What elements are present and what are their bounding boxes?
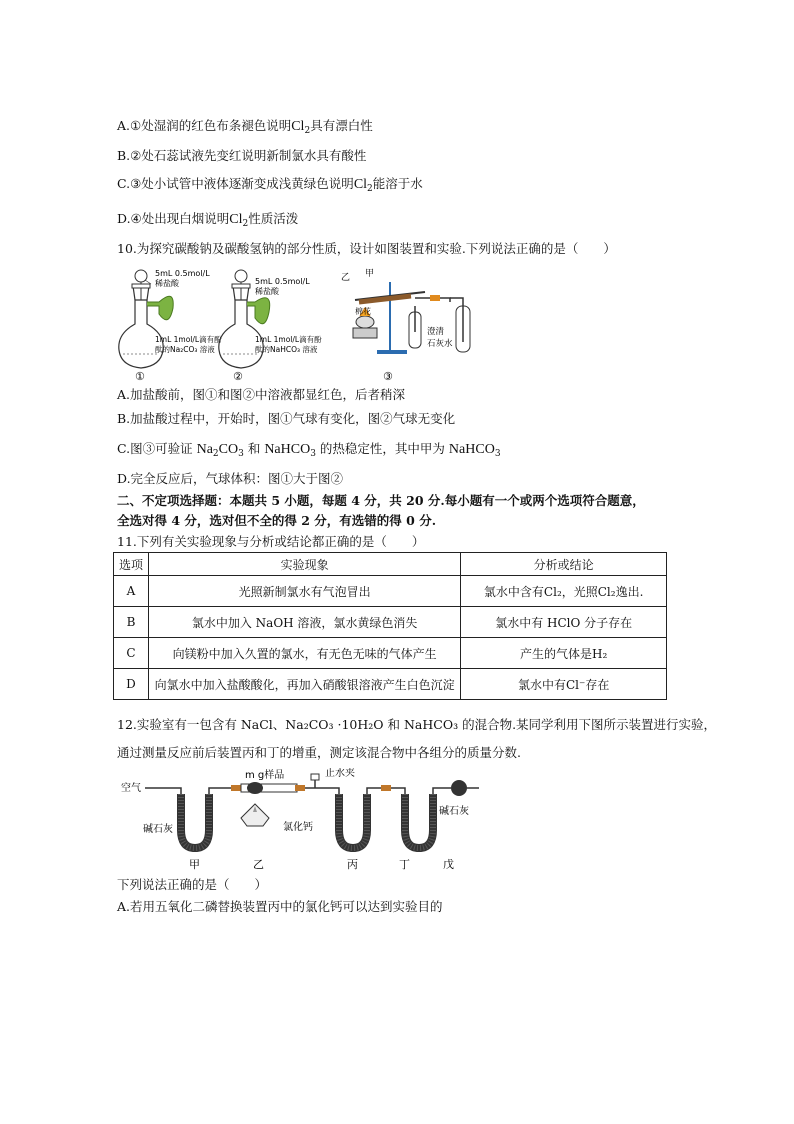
q9-option-c-text: C.③处小试管中液体逐渐变成浅黄绿色说明 bbox=[117, 176, 354, 191]
q9-option-b: B.②处石蕊试液先变红说明新制氯水具有酸性 bbox=[117, 148, 367, 163]
row-conclusion: 氯水中含有Cl₂，光照Cl₂逸出. bbox=[461, 576, 667, 607]
q10-option-c bbox=[117, 440, 501, 463]
subscript: 3 bbox=[238, 449, 244, 459]
q11-table bbox=[113, 552, 667, 700]
apparatus-label-ding: 丁 bbox=[399, 858, 410, 871]
q9-option-d-tail: 性质活泼 bbox=[248, 211, 299, 226]
label-air: 空气 bbox=[121, 783, 141, 794]
row-conclusion: 氯水中有Cl⁻存在 bbox=[461, 669, 667, 700]
table-row bbox=[114, 607, 667, 638]
section-heading-line-2: 全选对得 4 分，选对但不全的得 2 分，有选错的得 0 分. bbox=[117, 513, 437, 528]
section-heading-line-1: 二、不定项选择题：本题共 5 小题，每题 4 分，共 20 分.每小题有一个或两个选项符合题意， bbox=[117, 493, 645, 508]
q9-option-a-text: A.①处湿润的红色布条褪色说明 bbox=[117, 118, 292, 133]
row-option: B bbox=[114, 607, 149, 638]
fig2-solution-label-1: 1mL 1mol/L滴有酚 bbox=[255, 335, 322, 344]
row-phenomenon: 向镁粉中加入久置的氯水，有无色无味的气体产生 bbox=[148, 638, 460, 669]
fig2-number: ② bbox=[233, 370, 243, 383]
label-sodalime-right: 碱石灰 bbox=[439, 806, 469, 817]
subscript: 2 bbox=[367, 184, 373, 194]
label-cacl2: 氯化钙 bbox=[283, 822, 313, 833]
q11-stem: 11.下列有关实验现象与分析或结论都正确的是（ ） bbox=[117, 534, 425, 549]
fig3-number: ③ bbox=[383, 370, 393, 383]
subscript: 2 bbox=[304, 126, 311, 136]
fig3-label-limewater-2: 石灰水 bbox=[427, 339, 453, 349]
fig1-solution-label-1: 1mL 1mol/L滴有酚 bbox=[155, 335, 222, 344]
fig1-solution-label-2: 酞的Na₂CO₃ 溶液 bbox=[155, 345, 215, 354]
label-clamp: 止水夹 bbox=[325, 768, 355, 779]
table-row bbox=[114, 638, 667, 669]
carbonate-formula: CO bbox=[218, 442, 239, 457]
fig2-acid-label-1: 5mL 0.5mol/L bbox=[255, 277, 310, 286]
q12-stem-line-2: 通过测量反应前后装置丙和丁的增重，测定该混合物中各组分的质量分数. bbox=[117, 745, 521, 760]
q10-option-c-text: C.图③可验证 bbox=[117, 441, 193, 456]
q10-option-d: D.完全反应后，气球体积：图①大于图② bbox=[117, 471, 344, 486]
apparatus-label-jia: 甲 bbox=[189, 858, 200, 871]
subscript: 3 bbox=[310, 449, 316, 459]
row-option: A bbox=[114, 576, 149, 607]
table-row bbox=[114, 669, 667, 700]
drying-tube-wu bbox=[451, 780, 479, 796]
row-phenomenon: 氯水中加入 NaOH 溶液，氯水黄绿色消失 bbox=[148, 607, 460, 638]
row-conclusion: 氯水中有 HClO 分子存在 bbox=[461, 607, 667, 638]
sodium-formula: Na bbox=[196, 442, 213, 457]
fig2-acid-label-2: 稀盐酸 bbox=[255, 287, 279, 296]
q12-stem-line-1: 12.实验室有一包含有 NaCl、Na₂CO₃ ·10H₂O 和 NaHCO₃ 的混合物.某同学利用下图所示装置进行实验， bbox=[117, 717, 717, 732]
q9-option-d-text: D.④处出现白烟说明 bbox=[117, 211, 230, 226]
q9-option-a-tail: 具有漂白性 bbox=[310, 118, 373, 133]
header-phenomenon: 实验现象 bbox=[148, 553, 460, 576]
q10-option-a: A.加盐酸前，图①和图②中溶液都显红色，后者稍深 bbox=[117, 387, 406, 402]
row-option: C bbox=[114, 638, 149, 669]
q9-option-c bbox=[117, 175, 423, 198]
heated-tube-yi bbox=[241, 782, 297, 826]
chlorine-formula: Cl bbox=[353, 177, 368, 192]
bicarbonate-formula: NaHCO bbox=[448, 442, 495, 457]
q12-option-a: A.若用五氧化二磷替换装置丙中的氯化钙可以达到实验目的 bbox=[117, 899, 443, 914]
label-sodalime-left: 碱石灰 bbox=[143, 824, 173, 835]
q12-apparatus-figure bbox=[115, 768, 485, 874]
apparatus-label-yi: 乙 bbox=[253, 858, 264, 871]
q10-apparatus-figure bbox=[115, 262, 495, 384]
q9-option-d bbox=[117, 210, 298, 233]
fig1-acid-label-1: 5mL 0.5mol/L bbox=[155, 269, 210, 278]
header-option: 选项 bbox=[114, 553, 149, 576]
q10-stem: 10.为探究碳酸钠及碳酸氢钠的部分性质，设计如图装置和实验.下列说法正确的是（ ） bbox=[117, 241, 616, 256]
fig1-number: ① bbox=[135, 370, 145, 383]
apparatus-label-bing: 丙 bbox=[347, 858, 358, 871]
table-header-row bbox=[114, 553, 667, 576]
fig1-acid-label-2: 稀盐酸 bbox=[155, 279, 179, 288]
header-conclusion: 分析或结论 bbox=[461, 553, 667, 576]
u-tube-bing bbox=[339, 794, 367, 848]
fig3-label-limewater-1: 澄清 bbox=[427, 327, 445, 337]
fig3-label-cotton: 棉花 bbox=[355, 307, 371, 316]
stop-clamp bbox=[311, 774, 319, 780]
subscript: 3 bbox=[494, 449, 501, 459]
row-phenomenon: 光照新制氯水有气泡冒出 bbox=[148, 576, 460, 607]
q12-prompt: 下列说法正确的是（ ） bbox=[117, 877, 268, 892]
q9-option-a bbox=[117, 117, 373, 140]
apparatus-label-wu: 戊 bbox=[443, 858, 454, 871]
u-tube-ding bbox=[405, 794, 433, 848]
q10-option-b: B.加盐酸过程中，开始时，图①气球有变化，图②气球无变化 bbox=[117, 411, 456, 426]
row-conclusion: 产生的气体是H₂ bbox=[461, 638, 667, 669]
fig3-label-yi: 乙 bbox=[341, 273, 351, 283]
u-tube-jia bbox=[181, 794, 209, 848]
fig2-solution-label-2: 酞的NaHCO₃ 溶液 bbox=[255, 345, 318, 354]
fig3-label-jia: 甲 bbox=[365, 269, 375, 279]
chlorine-formula: Cl bbox=[229, 212, 243, 227]
table-row bbox=[114, 576, 667, 607]
q10-option-c-mid: 的热稳定性，其中甲为 bbox=[319, 441, 445, 456]
row-option: D bbox=[114, 669, 149, 700]
subscript: 2 bbox=[242, 219, 249, 229]
q10-option-c-and: 和 bbox=[247, 441, 261, 456]
label-sample: m g样品 bbox=[245, 770, 285, 781]
subscript: 2 bbox=[212, 449, 219, 459]
row-phenomenon: 向氯水中加入盐酸酸化，再加入硝酸银溶液产生白色沉淀 bbox=[148, 669, 460, 700]
chlorine-formula: Cl bbox=[291, 119, 305, 134]
bicarbonate-formula: NaHCO bbox=[264, 442, 311, 457]
q9-option-c-tail: 能溶于水 bbox=[372, 176, 423, 191]
